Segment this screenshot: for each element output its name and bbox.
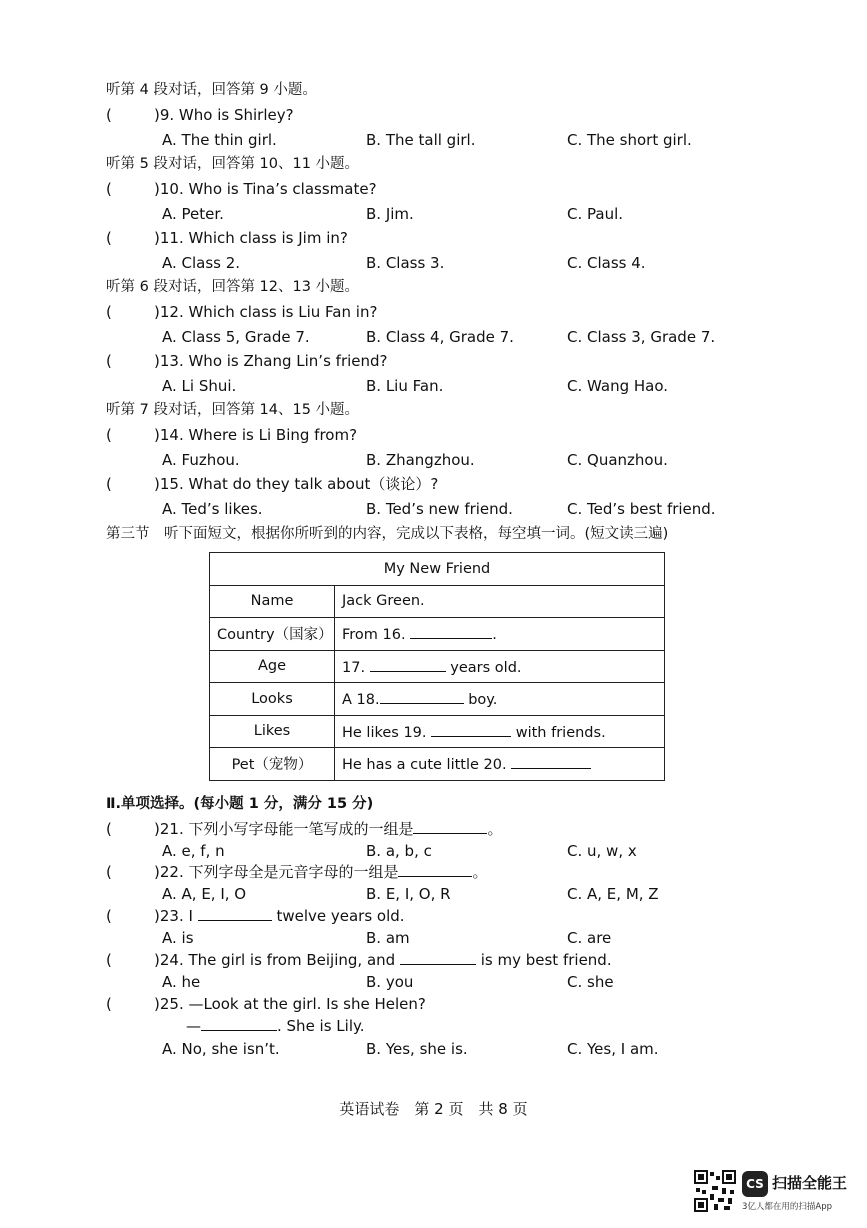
option-b: B. you: [366, 973, 414, 991]
reply-dash: —: [186, 1017, 201, 1035]
table-row: [210, 748, 665, 781]
question-stem: )12. Which class is Liu Fan in?: [154, 303, 378, 321]
option-b: B. Yes, she is.: [366, 1040, 468, 1058]
camscanner-name: 扫描全能王: [772, 1174, 848, 1192]
question-11: [106, 228, 348, 248]
option-b: B. Class 3.: [366, 254, 445, 272]
question-24: [106, 950, 612, 970]
camscanner-tagline: 3亿人都在用的扫描App: [742, 1202, 833, 1212]
option-c: C. Class 3, Grade 7.: [567, 328, 716, 346]
row-text-end: boy.: [468, 692, 498, 709]
section-heading-dialog6: 听第 6 段对话，回答第 12、13 小题。: [106, 279, 360, 295]
question-22: [106, 862, 488, 882]
option-b: B. Liu Fan.: [366, 377, 444, 395]
camscanner-logo: CS: [742, 1171, 768, 1197]
section-heading-dialog7: 听第 7 段对话，回答第 14、15 小题。: [106, 402, 360, 418]
question-15: [106, 474, 438, 494]
row-text-end: years old.: [450, 659, 522, 676]
question-end: 。: [487, 820, 503, 838]
question-14: [106, 425, 357, 445]
row-text: Jack Green.: [342, 593, 425, 610]
question-stem: )21. 下列小写字母能一笔写成的一组是: [154, 820, 414, 838]
question-end: is my best friend.: [480, 951, 612, 969]
option-b: B. Jim.: [366, 205, 414, 223]
question-end: twelve years old.: [276, 907, 405, 925]
table-row: [210, 683, 665, 716]
row-label: Age: [210, 650, 335, 683]
question-end: 。: [472, 863, 488, 881]
option-a: A. Li Shui.: [162, 377, 237, 395]
option-c: C. Class 4.: [567, 254, 646, 272]
my-new-friend-table: [209, 552, 665, 781]
table-row: [210, 618, 665, 651]
question-21: [106, 819, 503, 839]
question-10: [106, 179, 377, 199]
question-25-reply: [186, 1016, 365, 1036]
reply-text: . She is Lily.: [277, 1017, 365, 1035]
option-c: C. Paul.: [567, 205, 624, 223]
option-c: C. are: [567, 929, 612, 947]
option-b: B. The tall girl.: [366, 131, 476, 149]
option-c: C. Yes, I am.: [567, 1040, 659, 1058]
row-text: From 16.: [342, 627, 406, 644]
answer-paren: (: [106, 229, 112, 247]
question-9: [106, 105, 294, 125]
row-value: [335, 715, 665, 748]
question-stem: )11. Which class is Jim in?: [154, 229, 348, 247]
table-row: [210, 715, 665, 748]
row-value: [335, 748, 665, 781]
option-c: C. u, w, x: [567, 842, 637, 860]
answer-blank-18[interactable]: [380, 689, 464, 704]
qr-code-icon: [694, 1170, 736, 1212]
option-b: B. E, I, O, R: [366, 885, 451, 903]
question-stem: )25. —Look at the girl. Is she Helen?: [154, 995, 426, 1013]
row-label: Name: [210, 585, 335, 618]
option-a: A. A, E, I, O: [162, 885, 247, 903]
answer-blank[interactable]: [201, 1016, 277, 1031]
question-stem: )22. 下列字母全是元音字母的一组是: [154, 863, 399, 881]
question-stem: )13. Who is Zhang Lin’s friend?: [154, 352, 388, 370]
option-a: A. he: [162, 973, 201, 991]
table-title-row: [210, 553, 665, 586]
row-text-end: .: [492, 627, 497, 644]
row-label: Likes: [210, 715, 335, 748]
answer-paren: (: [106, 180, 112, 198]
section-heading-part2: Ⅱ.单项选择。(每小题 1 分，满分 15 分): [106, 796, 374, 812]
row-value: [335, 683, 665, 716]
section-heading-dialog5: 听第 5 段对话，回答第 10、11 小题。: [106, 156, 360, 172]
question-25: [106, 994, 426, 1014]
option-c: C. she: [567, 973, 614, 991]
option-b: B. a, b, c: [366, 842, 432, 860]
question-stem: )24. The girl is from Beijing, and: [154, 951, 396, 969]
table-row: [210, 585, 665, 618]
table-row: [210, 650, 665, 683]
answer-paren: (: [106, 352, 112, 370]
option-c: C. The short girl.: [567, 131, 692, 149]
answer-paren: (: [106, 106, 112, 124]
answer-blank-16[interactable]: [410, 624, 492, 639]
option-a: A. Fuzhou.: [162, 451, 240, 469]
answer-blank[interactable]: [198, 906, 272, 921]
question-12: [106, 302, 377, 322]
table-title: My New Friend: [210, 553, 665, 586]
answer-paren: (: [106, 303, 112, 321]
answer-paren: (: [106, 475, 112, 493]
option-a: A. The thin girl.: [162, 131, 277, 149]
question-stem: )14. Where is Li Bing from?: [154, 426, 358, 444]
option-b: B. am: [366, 929, 410, 947]
question-23: [106, 906, 405, 926]
answer-blank-17[interactable]: [370, 657, 446, 672]
option-a: A. Class 2.: [162, 254, 241, 272]
question-13: [106, 351, 388, 371]
row-value: [335, 585, 665, 618]
answer-paren: (: [106, 907, 112, 925]
question-stem: )10. Who is Tina’s classmate?: [154, 180, 377, 198]
option-a: A. is: [162, 929, 194, 947]
option-c: C. Wang Hao.: [567, 377, 669, 395]
option-c: C. Quanzhou.: [567, 451, 668, 469]
question-stem: )9. Who is Shirley?: [154, 106, 294, 124]
option-c: C. Ted’s best friend.: [567, 500, 716, 518]
question-stem: )23. I: [154, 907, 193, 925]
row-text: 17.: [342, 659, 366, 676]
row-label: Country（国家）: [210, 618, 335, 651]
option-a: A. Ted’s likes.: [162, 500, 263, 518]
row-value: [335, 618, 665, 651]
question-stem: )15. What do they talk about（谈论）?: [154, 475, 439, 493]
row-text: A 18.: [342, 692, 380, 709]
row-text: He has a cute little 20.: [342, 757, 507, 774]
option-b: B. Ted’s new friend.: [366, 500, 513, 518]
option-c: C. A, E, M, Z: [567, 885, 659, 903]
option-a: A. No, she isn’t.: [162, 1040, 280, 1058]
option-b: B. Class 4, Grade 7.: [366, 328, 514, 346]
option-b: B. Zhangzhou.: [366, 451, 475, 469]
section-heading-part3: 第三节 听下面短文，根据你所听到的内容，完成以下表格，每空填一词。(短文读三遍): [106, 526, 669, 542]
section-heading-dialog4: 听第 4 段对话，回答第 9 小题。: [106, 82, 317, 98]
row-label: Looks: [210, 683, 335, 716]
answer-blank-19[interactable]: [431, 722, 511, 737]
answer-paren: (: [106, 995, 112, 1013]
row-text: He likes 19.: [342, 724, 427, 741]
answer-blank[interactable]: [400, 950, 476, 965]
page-footer: 英语试卷 第 2 页 共 8 页: [339, 1100, 528, 1118]
answer-paren: (: [106, 863, 112, 881]
row-value: [335, 650, 665, 683]
answer-paren: (: [106, 426, 112, 444]
answer-paren: (: [106, 820, 112, 838]
option-a: A. Peter.: [162, 205, 224, 223]
answer-paren: (: [106, 951, 112, 969]
answer-blank-20[interactable]: [511, 754, 591, 769]
answer-blank[interactable]: [398, 862, 472, 877]
option-a: A. e, f, n: [162, 842, 225, 860]
row-text-end: with friends.: [515, 724, 606, 741]
option-a: A. Class 5, Grade 7.: [162, 328, 310, 346]
answer-blank[interactable]: [413, 819, 487, 834]
row-label: Pet（宠物）: [210, 748, 335, 781]
